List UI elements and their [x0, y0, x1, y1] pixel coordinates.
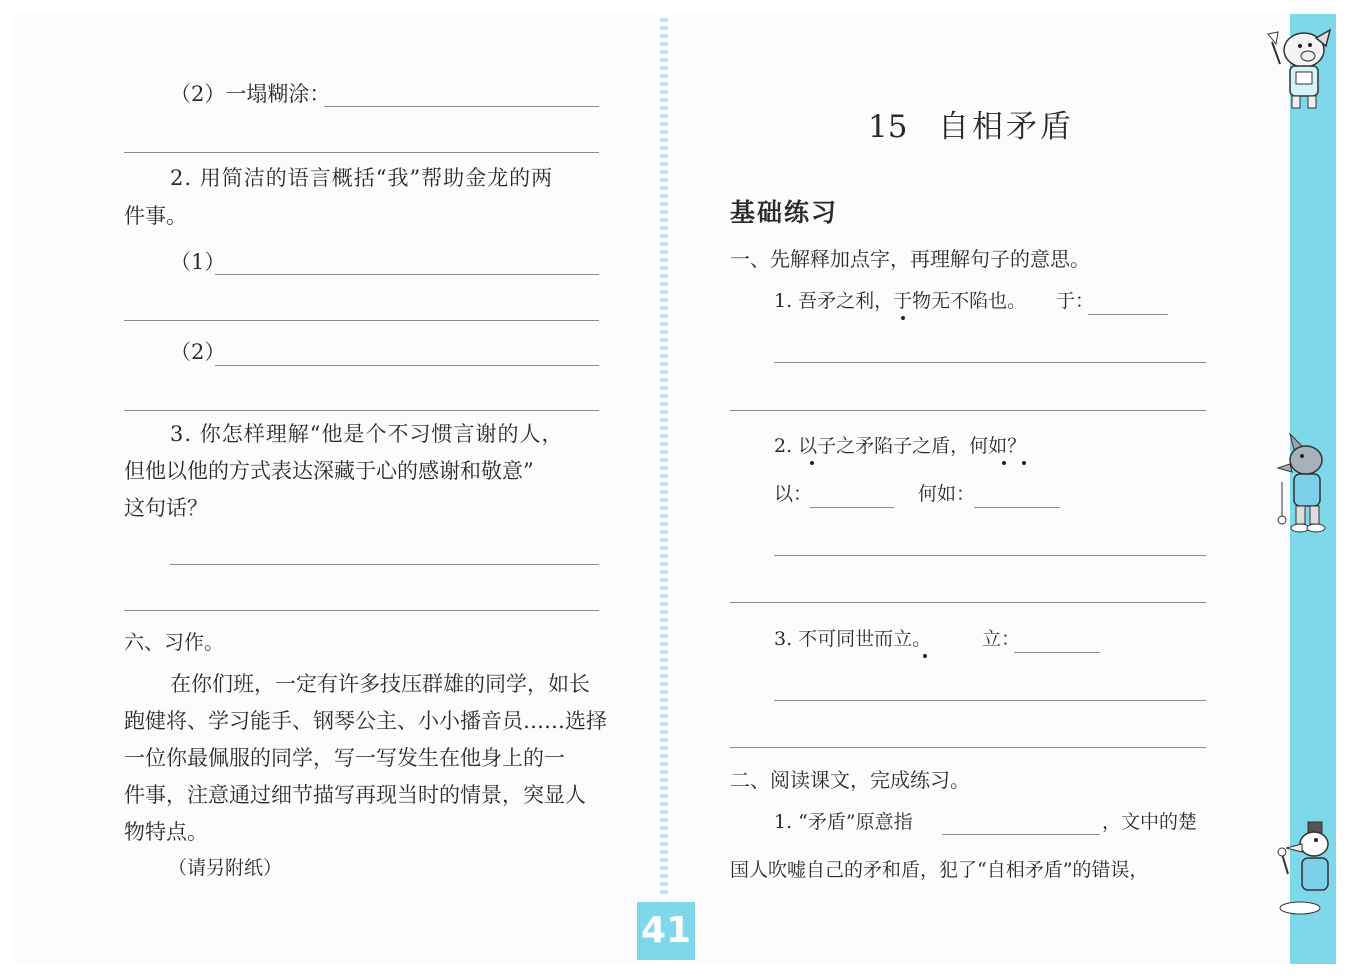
q1-item2-label: （2）一塌糊涂：	[170, 82, 331, 106]
p1-q1-sentence: 1. 吾矛之利，于物无不陷也。	[774, 290, 1027, 312]
essay-prompt-line: 件事，注意通过细节描写再现当时的情景，突显人	[124, 783, 586, 807]
lesson-title: 自相矛盾	[938, 109, 1074, 145]
emphasis-dot	[1002, 461, 1006, 465]
answer-line[interactable]	[774, 555, 1206, 556]
answer-line[interactable]	[1014, 652, 1100, 653]
p1-q3-sentence: 3. 不可同世而立。	[774, 628, 932, 650]
part1-heading: 一、先解释加点字，再理解句子的意思。	[730, 247, 1090, 271]
p2-q1-start: 1. “矛盾”原意指	[774, 811, 913, 833]
p1-q2-blank-a-label: 以：	[774, 483, 813, 505]
answer-line[interactable]	[124, 320, 599, 321]
essay-prompt-line: 跑健将、学习能手、钢琴公主、小小播音员……选择	[124, 709, 607, 733]
emphasis-dot	[923, 654, 927, 658]
answer-line[interactable]	[730, 747, 1206, 748]
p1-q2-sentence: 2. 以子之矛陷子之盾，何如？	[774, 435, 1027, 457]
answer-line[interactable]	[942, 834, 1100, 835]
p2-q1-cont: 国人吹嘘自己的矛和盾，犯了“自相矛盾”的错误，	[730, 859, 1149, 881]
emphasis-dot	[810, 461, 814, 465]
lesson-number: 15	[868, 109, 908, 145]
answer-line[interactable]	[215, 365, 599, 366]
section-6-heading: 六、习作。	[124, 630, 224, 654]
answer-line[interactable]	[124, 152, 599, 153]
answer-line[interactable]	[170, 564, 599, 565]
emphasis-dot	[1022, 461, 1026, 465]
book-spine	[660, 14, 668, 894]
answer-line[interactable]	[810, 507, 894, 508]
page-number: 41	[637, 902, 695, 960]
answer-line[interactable]	[124, 410, 599, 411]
answer-line[interactable]	[1088, 314, 1168, 315]
answer-line[interactable]	[124, 610, 599, 611]
wolf-mascot-icon	[1270, 432, 1336, 540]
answer-line[interactable]	[324, 106, 599, 107]
q3-prompt-cont: 但他以他的方式表达深藏于心的感谢和敬意”	[124, 459, 534, 483]
part2-heading: 二、阅读课文，完成练习。	[730, 768, 970, 792]
p1-q1-blank-label: 于：	[1056, 290, 1095, 312]
q3-prompt: 3. 你怎样理解“他是个不习惯言谢的人，	[170, 422, 564, 446]
q2-prompt-cont: 件事。	[124, 204, 187, 228]
answer-line[interactable]	[730, 410, 1206, 411]
p2-q1-end: ，文中的楚	[1102, 811, 1198, 833]
q2-item2-label: （2）	[170, 340, 226, 364]
left-page	[14, 14, 660, 964]
q3-prompt-cont2: 这句话？	[124, 496, 208, 520]
emphasis-dot	[901, 316, 905, 320]
p1-q2-blank-b-label: 何如：	[918, 483, 976, 505]
essay-prompt-line: 物特点。	[124, 820, 208, 844]
answer-line[interactable]	[730, 602, 1206, 603]
q2-prompt: 2. 用简洁的语言概括“我”帮助金龙的两	[170, 166, 554, 190]
essay-prompt-line: 一位你最佩服的同学，写一写发生在他身上的一	[124, 746, 565, 770]
duck-mascot-icon	[1268, 818, 1336, 918]
answer-line[interactable]	[774, 700, 1206, 701]
answer-line[interactable]	[974, 507, 1060, 508]
p1-q3-blank-label: 立：	[982, 628, 1021, 650]
basic-practice-heading: 基础练习	[730, 198, 839, 227]
answer-line[interactable]	[774, 362, 1206, 363]
attach-paper-note: （请另附纸）	[168, 857, 283, 879]
pig-mascot-icon	[1264, 20, 1336, 116]
answer-line[interactable]	[215, 274, 599, 275]
essay-prompt-line: 在你们班，一定有许多技压群雄的同学，如长	[170, 672, 590, 696]
q2-item1-label: （1）	[170, 250, 226, 274]
